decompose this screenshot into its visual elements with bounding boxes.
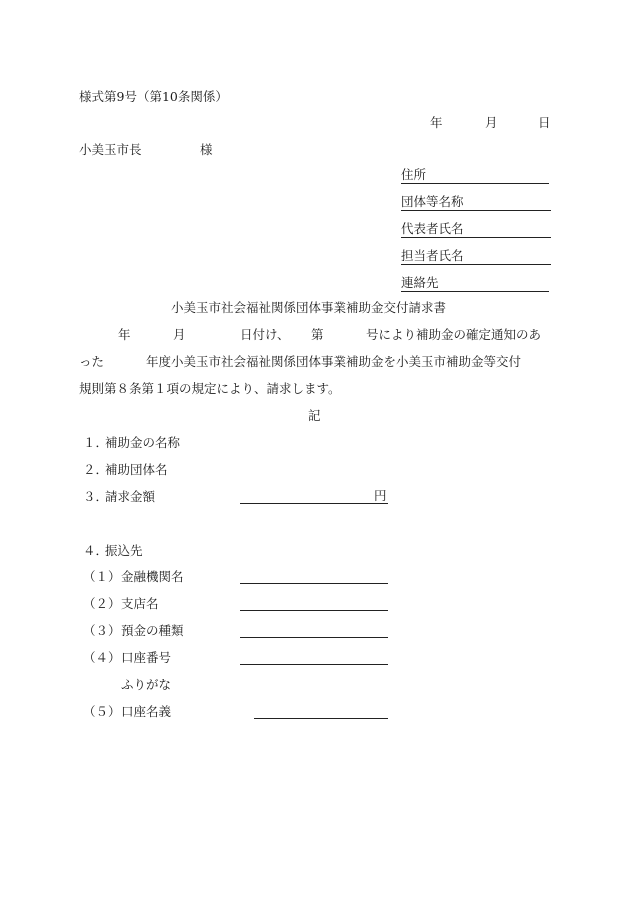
- item2-label: 補助団体名: [105, 462, 168, 477]
- body-line1-text: 号により補助金の確定通知のあ: [366, 327, 542, 342]
- item4-label: 振込先: [105, 543, 143, 558]
- item2-number: ２．: [83, 462, 109, 477]
- date-year: 年: [430, 115, 443, 130]
- bank-institution-label: 金融機関名: [121, 569, 184, 584]
- amount-unit: 円: [374, 488, 387, 503]
- item4-number: ４．: [83, 543, 109, 558]
- body-line3: 規則第８条第１項の規定により、請求します。: [79, 381, 341, 396]
- applicant-organization-field[interactable]: [401, 196, 551, 211]
- account-holder-label: 口座名義: [121, 704, 172, 719]
- record-heading: 記: [308, 408, 321, 423]
- account-holder-line[interactable]: [254, 718, 388, 719]
- addressee-honorific: 様: [200, 142, 213, 157]
- amount-input-line[interactable]: [240, 503, 388, 504]
- applicant-representative-field[interactable]: [401, 223, 551, 238]
- body-line1-number-prefix: 第: [311, 327, 324, 342]
- body-line1-dated: 日付け、: [240, 327, 290, 342]
- account-number-number: （４）: [83, 650, 121, 665]
- bank-branch-number: （２）: [83, 596, 121, 611]
- deposit-type-number: （３）: [83, 623, 121, 638]
- date-month: 月: [485, 115, 498, 130]
- applicant-address-label: 住所: [401, 167, 427, 182]
- bank-branch-label: 支店名: [121, 596, 159, 611]
- deposit-type-line[interactable]: [240, 637, 388, 638]
- item3-label: 請求金額: [105, 489, 156, 504]
- applicant-person-in-charge-label: 担当者氏名: [401, 248, 464, 263]
- account-number-line[interactable]: [240, 664, 388, 665]
- applicant-contact-label: 連絡先: [401, 275, 439, 290]
- bank-institution-line[interactable]: [240, 583, 388, 584]
- body-line1-month: 月: [173, 327, 186, 342]
- item1-number: １．: [83, 435, 109, 450]
- item1-label: 補助金の名称: [105, 435, 181, 450]
- applicant-contact-field[interactable]: [401, 277, 549, 292]
- bank-branch-line[interactable]: [240, 610, 388, 611]
- body-line1-year: 年: [118, 327, 131, 342]
- applicant-person-in-charge-field[interactable]: [401, 250, 551, 265]
- body-line2-prefix: った: [79, 354, 105, 369]
- bank-institution-number: （１）: [83, 569, 121, 584]
- applicant-organization-label: 団体等名称: [401, 194, 464, 209]
- item3-number: ３．: [83, 489, 109, 504]
- account-holder-number: （５）: [83, 704, 121, 719]
- date-day: 日: [538, 115, 551, 130]
- addressee-name: 小美玉市長: [79, 142, 142, 157]
- form-number: 様式第9号（第10条関係）: [79, 89, 228, 104]
- furigana-label: ふりがな: [121, 677, 172, 692]
- document-title: 小美玉市社会福祉関係団体事業補助金交付請求書: [171, 300, 447, 315]
- deposit-type-label: 預金の種類: [121, 623, 184, 638]
- body-line2-text: 年度小美玉市社会福祉関係団体事業補助金を小美玉市補助金等交付: [146, 354, 522, 369]
- account-number-label: 口座番号: [121, 650, 172, 665]
- applicant-representative-label: 代表者氏名: [401, 221, 464, 236]
- applicant-address-field[interactable]: [401, 169, 549, 184]
